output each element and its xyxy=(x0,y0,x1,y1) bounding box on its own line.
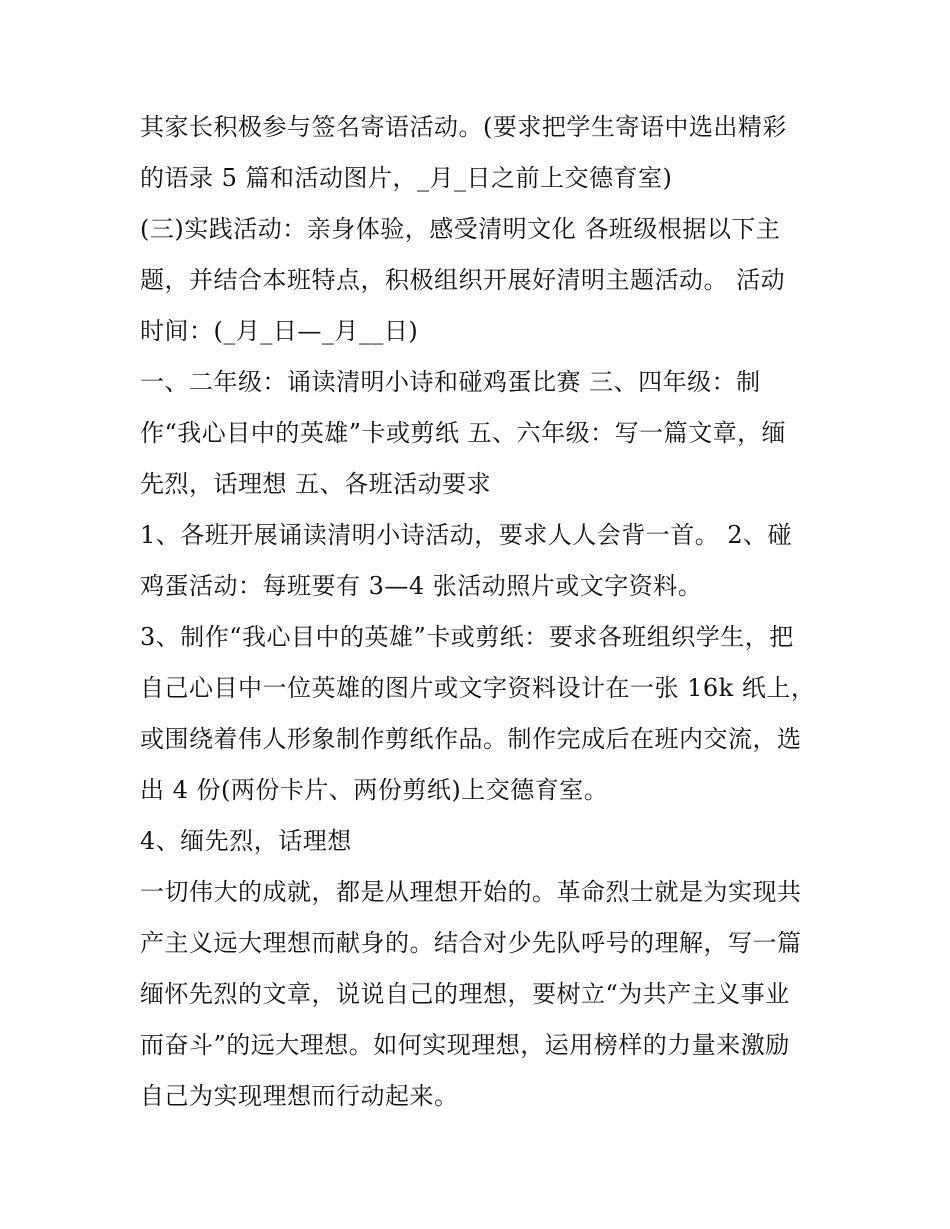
text-line: 产主义远大理想而献身的。结合对少先队呼号的理解，写一篇 xyxy=(140,929,802,957)
text-line: 一、二年级：诵读清明小诗和碰鸡蛋比赛 三、四年级：制 xyxy=(140,368,761,396)
text-line: 题，并结合本班特点，积极组织开展好清明主题活动。 活动 xyxy=(140,266,786,294)
text-line: (三)实践活动：亲身体验，感受清明文化 各班级根据以下主 xyxy=(140,215,781,243)
text-line: 一切伟大的成就，都是从理想开始的。革命烈士就是为实现共 xyxy=(140,878,802,906)
text-line: 缅怀先烈的文章，说说自己的理想，要树立“为共产主义事业 xyxy=(140,980,790,1008)
text-line: 1、各班开展诵读清明小诗活动，要求人人会背一首。 2、碰 xyxy=(140,521,793,549)
text-line: 其家长积极参与签名寄语活动。(要求把学生寄语中选出精彩 xyxy=(140,113,787,141)
text-line: 而奋斗”的远大理想。如何实现理想，运用榜样的力量来激励 xyxy=(140,1031,790,1059)
text-line: 或围绕着伟人形象制作剪纸作品。制作完成后在班内交流，选 xyxy=(140,725,802,753)
text-line: 作“我心目中的英雄”卡或剪纸 五、六年级：写一篇文章，缅 xyxy=(140,419,787,447)
text-line: 时间：(_月_日—_月__日) xyxy=(140,317,419,345)
text-line: 4、缅先烈，话理想 xyxy=(140,827,352,855)
text-line: 自己为实现理想而行动起来。 xyxy=(140,1082,459,1110)
text-line: 自己心目中一位英雄的图片或文字资料设计在一张 16k 纸上， xyxy=(140,674,816,702)
text-line: 3、制作“我心目中的英雄”卡或剪纸：要求各班组织学生，把 xyxy=(140,623,794,651)
text-line: 出 4 份(两份卡片、两份剪纸)上交德育室。 xyxy=(140,776,609,804)
text-line: 鸡蛋活动：每班要有 3—4 张活动照片或文字资料。 xyxy=(140,572,703,600)
text-line: 的语录 5 篇和活动图片，_月_日之前上交德育室) xyxy=(140,164,673,192)
document-body xyxy=(140,102,820,1122)
text-line: 先烈，话理想 五、各班活动要求 xyxy=(140,470,492,498)
